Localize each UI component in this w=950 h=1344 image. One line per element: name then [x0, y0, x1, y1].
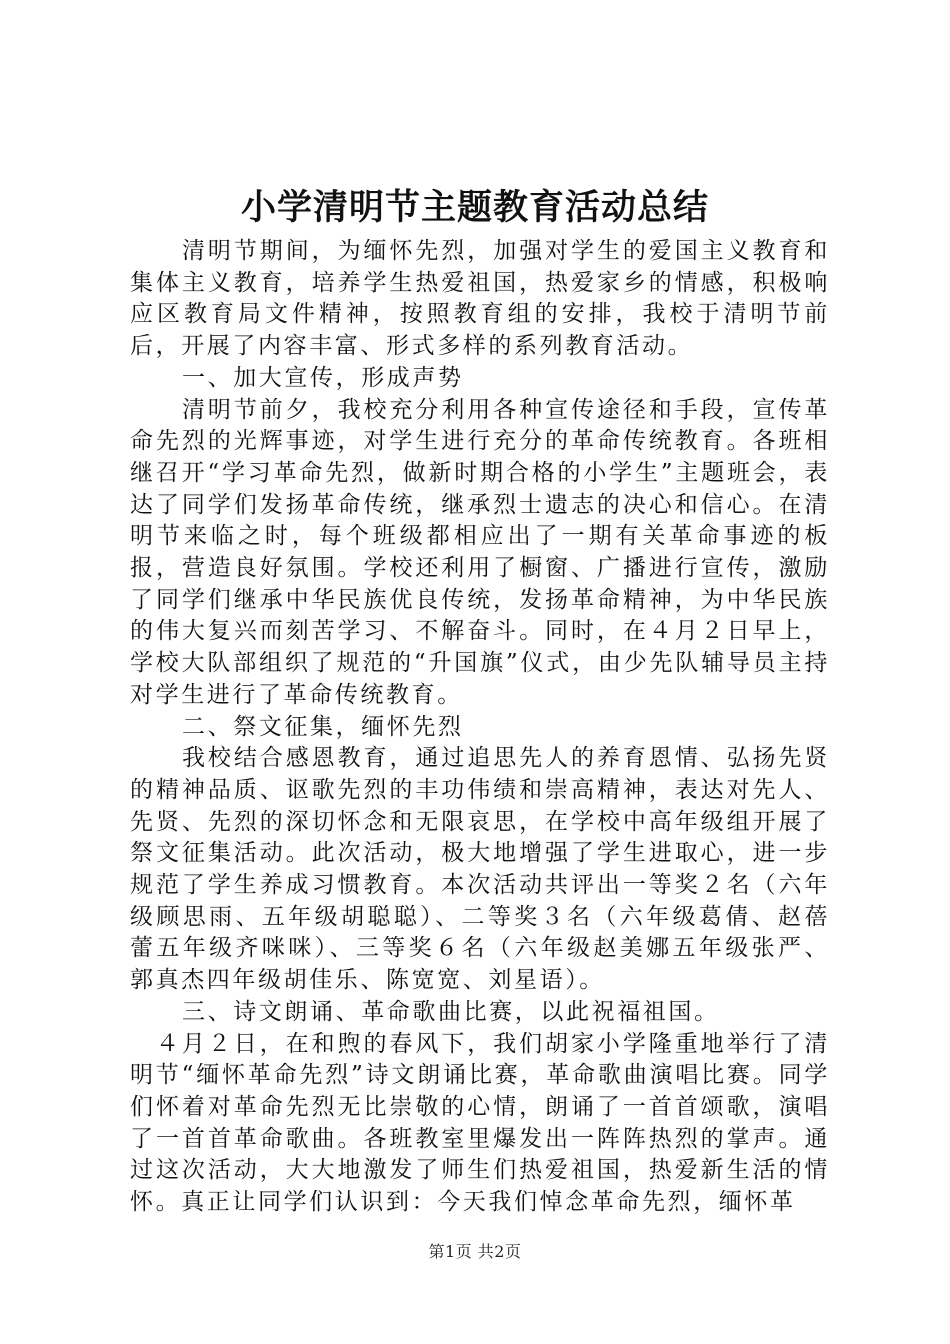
section-1-paragraph: 清明节前夕，我校充分利用各种宣传途径和手段，宣传革命先烈的光辉事迹，对学生进行充分的革命传统教育。各班相继召开“学习革命先烈，做新时期合格的小学生”主题班会，表达了同学们发扬革命传统，继承烈士遗志的决心和信心。在清明节来临之时，每个班级都相应出了一期有关革命事迹的板报，营造良好氛围。学校还利用了橱窗、广播进行宣传，激励了同学们继承中华民族优良传统，发扬革命精神，为中华民族的伟大复兴而刻苦学习、不解奋斗。同时，在４月２日早上，学校大队部组织了规范的“升国旗”仪式，由少先队辅导员主持对学生进行了革命传统教育。: [130, 396, 830, 708]
section-heading-3: 三、诗文朗诵、革命歌曲比赛，以此祝福祖国。: [182, 998, 720, 1025]
section-3-paragraph: ４月２日，在和煦的春风下，我们胡家小学隆重地举行了清明节“缅怀革命先烈”诗文朗诵比赛，革命歌曲演唱比赛。同学们怀着对革命先烈无比崇敬的心情，朗诵了一首首颂歌，演唱了一首首革命歌曲。各班教室里爆发出一阵阵热烈的掌声。通过这次活动，大大地激发了师生们热爱祖国，热爱新生活的情怀。真正让同学们认识到：今天我们悼念革命先烈，缅怀革: [130, 1030, 830, 1216]
document-body: [130, 236, 830, 1219]
page-number-footer: 第1页 共2页: [428, 1242, 522, 1261]
intro-paragraph: 清明节期间，为缅怀先烈，加强对学生的爱国主义教育和集体主义教育，培养学生热爱祖国，热爱家乡的情感，积极响应区教育局文件精神，按照教育组的安排，我校于清明节前后，开展了内容丰富、形式多样的系列教育活动。: [130, 238, 830, 360]
section-heading-2: 二、祭文征集，缅怀先烈: [182, 713, 464, 740]
section-heading-1: 一、加大宣传，形成声势: [182, 364, 464, 391]
document-title: 小学清明节主题教育活动总结: [240, 187, 709, 228]
section-2-paragraph: 我校结合感恩教育，通过追思先人的养育恩情、弘扬先贤的精神品质、讴歌先烈的丰功伟绩和崇高精神，表达对先人、先贤、先烈的深切怀念和无限哀思，在学校中高年级组开展了祭文征集活动。此次活动，极大地增强了学生进取心，进一步规范了学生养成习惯教育。本次活动共评出一等奖２名（六年级顾思雨、五年级胡聪聪）、二等奖３名（六年级葛倩、赵蓓蕾五年级齐咪咪）、三等奖６名（六年级赵美娜五年级张严、郭真杰四年级胡佳乐、陈宽宽、刘星语）。: [130, 745, 830, 994]
